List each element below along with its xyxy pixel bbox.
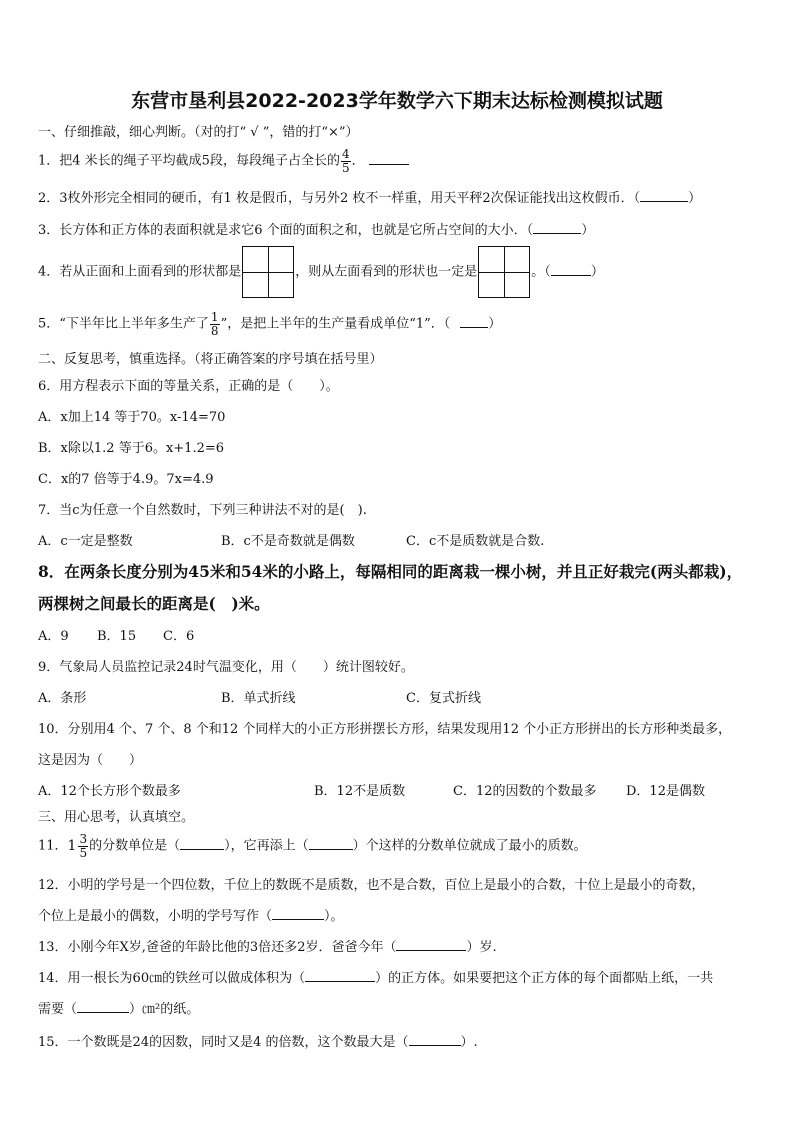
question-2-text: 2．3枚外形完全相同的硬币，有1 枚是假币，与另外2 枚不一样重，用天平秤2次保证能找出这枚假币．（ — [38, 191, 641, 206]
question-5-text-1: 5．“下半年比上半年多生产了 — [38, 316, 209, 332]
question-6: 6．用方程表示下面的等量关系，正确的是（ ）。 — [38, 379, 339, 394]
section-3-heading: 三、用心思考，认真填空。 — [38, 810, 195, 825]
answer-blank[interactable] — [180, 837, 224, 850]
fraction — [78, 833, 88, 859]
section-1-heading: 一、仔细推敲，细心判断。（对的打“ √ ”，错的打“×”） — [38, 125, 359, 140]
question-11-text-1: 的分数单位是（ — [89, 838, 181, 854]
answer-blank[interactable] — [551, 263, 591, 276]
question-5-text-2: ”，是把上半年的生产量看成单位“1”．（ — [220, 316, 451, 332]
question-11-text-3: ）个这样的分数单位就成了最小的质数。 — [352, 838, 587, 854]
question-10-option-d: D．12是偶数 — [626, 784, 705, 799]
answer-blank[interactable] — [77, 1000, 129, 1013]
question-9-option-c: C．复式折线 — [406, 691, 481, 706]
question-8-option-a: A．9 — [38, 629, 69, 644]
answer-blank[interactable] — [272, 907, 324, 920]
question-3-text: 3．长方体和正方体的表面积就是求它6 个面的面积之和，也就是它所占空间的大小．（ — [38, 223, 534, 238]
fraction-numerator: 4 — [341, 147, 350, 161]
question-5-tail: ） — [488, 316, 502, 332]
question-10-line-2: 这是因为（ ） — [38, 753, 143, 768]
question-9-option-b: B．单式折线 — [221, 691, 296, 706]
page-title: 东营市垦利县2022-2023学年数学六下期末达标检测模拟试题 — [131, 90, 663, 112]
question-4-tail: ） — [590, 264, 604, 280]
question-6-option-a: A．x加上14 等于70。x-14=70 — [38, 410, 226, 425]
question-8-option-b: B．15 — [97, 629, 137, 644]
question-6-option-b: B．x除以1.2 等于6。x+1.2=6 — [38, 441, 225, 456]
question-15 — [38, 1031, 478, 1050]
question-14-text-2a: 需要（ — [38, 1002, 78, 1017]
question-3-tail: ） — [581, 223, 595, 238]
answer-blank[interactable] — [460, 315, 488, 328]
question-3 — [38, 219, 594, 238]
question-10-option-c: C．12的因数的个数最多 — [453, 784, 597, 799]
question-10-option-b: B．12不是质数 — [314, 784, 406, 799]
question-15-text-1: 15．一个数既是24的因数，同时又是4 的倍数，这个数最大是（ — [38, 1035, 409, 1050]
four-square-grid-figure — [478, 246, 530, 298]
question-9-option-a: A．条形 — [38, 691, 87, 706]
question-14-text-1a: 14．用一根长为60㎝的铁丝可以做成体积为（ — [38, 971, 306, 986]
mixed-number-whole: 1 — [67, 838, 77, 855]
fraction-numerator: 1 — [210, 310, 219, 324]
question-12-text-2b: ）。 — [324, 909, 344, 924]
question-11 — [38, 833, 587, 859]
question-2 — [38, 187, 701, 206]
question-1-text: 1．把4 米长的绳子平均截成5段，每段绳子占全长的 — [38, 153, 340, 169]
answer-blank[interactable] — [369, 152, 409, 165]
question-14-text-2b: ）㎝²的纸。 — [129, 1002, 200, 1017]
fraction-numerator: 3 — [79, 832, 88, 846]
question-4 — [38, 246, 604, 298]
section-2-heading: 二、反复思考，慎重选择。（将正确答案的序号填在括号里） — [38, 352, 383, 367]
mixed-number — [68, 833, 90, 859]
question-11-text-2: ），它再添上（ — [224, 838, 309, 854]
question-7-option-b: B．c不是奇数就是偶数 — [221, 534, 355, 549]
question-14-line-1 — [38, 967, 713, 986]
question-8-line-1: 8．在两条长度分别为45米和54米的小路上，每隔相同的距离栽一棵小树，并且正好栽完(两头都栽)， — [38, 562, 743, 581]
question-1 — [38, 148, 409, 174]
question-10-option-a: A．12个长方形个数最多 — [38, 784, 181, 799]
question-8-line-2: 两棵树之间最长的距离是( )米。 — [38, 594, 270, 613]
question-12-text-2a: 个位上是最小的偶数，小明的学号写作（ — [38, 909, 273, 924]
answer-blank[interactable] — [533, 221, 581, 234]
question-13-text-1: 13．小刚今年X岁,爸爸的年龄比他的3倍还多2岁．爸爸今年（ — [38, 940, 397, 955]
question-15-text-2: ）. — [460, 1035, 478, 1050]
four-square-grid-figure — [242, 246, 294, 298]
question-14-text-1b: ）的正方体。如果要把这个正方体的每个面都贴上纸，一共 — [375, 971, 714, 986]
question-2-tail: ） — [688, 191, 702, 206]
answer-blank[interactable] — [309, 837, 353, 850]
fraction-denominator: 8 — [210, 323, 219, 338]
question-12-line-1: 12．小明的学号是一个四位数，千位上的数既不是质数，也不是合数，百位上是最小的合数，十位上是最小的奇数， — [38, 878, 705, 893]
answer-blank[interactable] — [305, 969, 375, 982]
question-13-text-2: ）岁. — [466, 940, 497, 955]
answer-blank[interactable] — [409, 1033, 461, 1046]
question-7: 7．当c为任意一个自然数时，下列三种讲法不对的是( ). — [38, 503, 367, 518]
question-7-option-a: A．c一定是整数 — [38, 534, 133, 549]
question-9: 9．气象局人员监控记录24时气温变化，用（ ）统计图较好。 — [38, 660, 414, 675]
question-12-line-2 — [38, 905, 344, 924]
question-6-option-c: C．x的7 倍等于4.9。7x=4.9 — [38, 472, 214, 487]
question-13 — [38, 936, 497, 955]
fraction-denominator: 5 — [341, 160, 350, 175]
fraction-denominator: 5 — [79, 845, 88, 860]
fraction — [341, 148, 351, 174]
question-1-tail: ． — [351, 153, 365, 169]
question-7-option-c: C．c不是质数就是合数. — [406, 534, 545, 549]
answer-blank[interactable] — [640, 189, 688, 202]
question-5 — [38, 311, 501, 337]
question-4-text-3: 。（ — [531, 264, 551, 280]
question-4-text-1: 4．若从正面和上面看到的形状都是 — [38, 264, 242, 280]
answer-blank[interactable] — [396, 938, 466, 951]
question-8-option-c: C．6 — [163, 629, 195, 644]
question-11-number: 11． — [38, 838, 68, 854]
question-4-text-2: ，则从左面看到的形状也一定是 — [295, 264, 478, 280]
question-10-line-1: 10．分别用4 个、7 个、8 个和12 个同样大的小正方形拼摆长方形，结果发现用12 个小正方形拼出的长方形种类最多， — [38, 722, 732, 737]
fraction — [210, 311, 220, 337]
question-14-line-2 — [38, 998, 199, 1017]
